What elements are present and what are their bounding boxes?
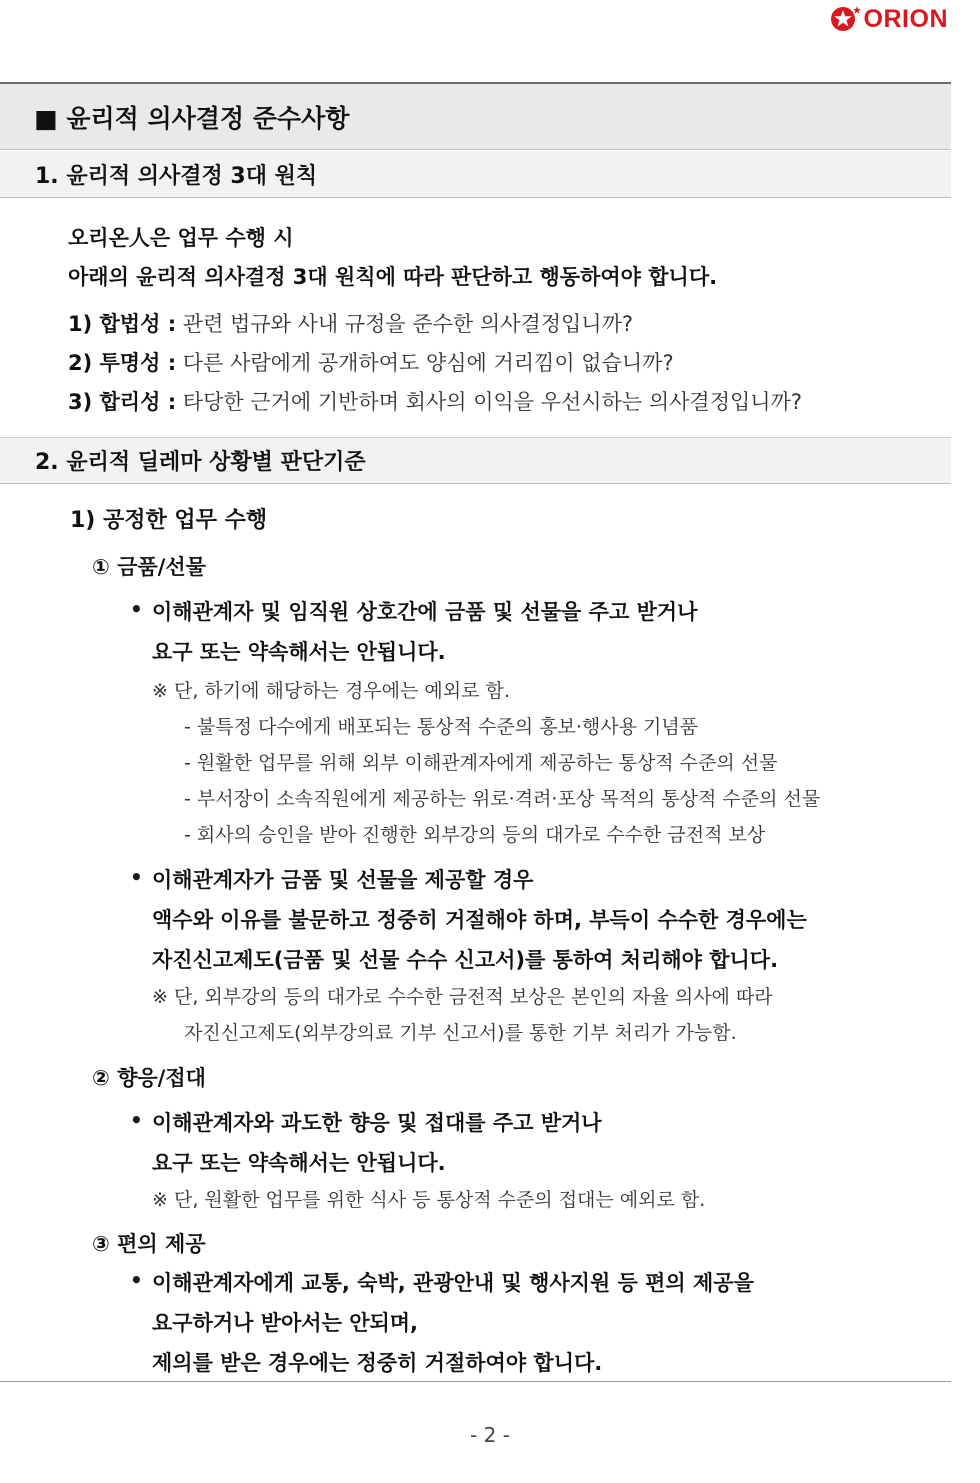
gifts-note2-line1: ※ 단, 외부강의 등의 대가로 수수한 금전적 보상은 본인의 자율 의사에 따라 bbox=[152, 986, 773, 1008]
gifts-exception-item: - 불특정 다수에게 배포되는 통상적 수준의 홍보·행사용 기념품 bbox=[184, 716, 699, 738]
entertainment-bullet-line1: 이해관계자와 과도한 향응 및 접대를 주고 받거나 bbox=[152, 1111, 602, 1135]
principle-item bbox=[68, 308, 633, 338]
section1-intro-line2: 아래의 윤리적 의사결정 3대 원칙에 따라 판단하고 행동하여야 합니다. bbox=[68, 265, 718, 289]
principle-text: 관련 법규와 사내 규정을 준수한 의사결정입니까? bbox=[182, 312, 634, 336]
document-title-bar bbox=[0, 82, 951, 150]
principle-text: 다른 사람에게 공개하여도 양심에 거리낌이 없습니까? bbox=[182, 351, 674, 375]
principle-label: 1) 합법성 : bbox=[68, 312, 177, 336]
section1-heading-bar bbox=[0, 151, 951, 198]
gifts-bullet2-line3: 자진신고제도(금품 및 선물 수수 신고서)를 통하여 처리해야 합니다. bbox=[152, 948, 779, 972]
principle-item bbox=[68, 386, 802, 416]
section1-heading: 1. 윤리적 의사결정 3대 원칙 bbox=[35, 163, 318, 189]
bullet-icon: • bbox=[130, 597, 143, 621]
convenience-bullet-line2: 요구하거나 받아서는 안되며, bbox=[152, 1311, 419, 1335]
orion-star-logo-icon bbox=[828, 4, 862, 34]
gifts-exception-item: - 회사의 승인을 받아 진행한 외부강의 등의 대가로 수수한 금전적 보상 bbox=[184, 824, 766, 846]
gifts-exception-item: - 원활한 업무를 위해 외부 이해관계자에게 제공하는 통상적 수준의 선물 bbox=[184, 752, 778, 774]
section1-intro-line1: 오리온人은 업무 수행 시 bbox=[68, 226, 294, 250]
principle-label: 3) 합리성 : bbox=[68, 390, 177, 414]
gifts-bullet2-line2: 액수와 이유를 불문하고 정중히 거절해야 하며, 부득이 수수한 경우에는 bbox=[152, 908, 807, 932]
orion-logo bbox=[828, 4, 948, 34]
document-title: ■ 윤리적 의사결정 준수사항 bbox=[34, 103, 350, 133]
convenience-heading: ③ 편의 제공 bbox=[92, 1232, 206, 1256]
entertainment-note: ※ 단, 원활한 업무를 위한 식사 등 통상적 수준의 접대는 예외로 함. bbox=[152, 1189, 706, 1211]
entertainment-heading: ② 향응/접대 bbox=[92, 1066, 206, 1090]
convenience-bullet-line3: 제의를 받은 경우에는 정중히 거절하여야 합니다. bbox=[152, 1351, 603, 1375]
principle-label: 2) 투명성 : bbox=[68, 351, 177, 375]
gifts-exception-item: - 부서장이 소속직원에게 제공하는 위로·격려·포상 목적의 통상적 수준의 선물 bbox=[184, 788, 821, 810]
convenience-bullet-line1: 이해관계자에게 교통, 숙박, 관광안내 및 행사지원 등 편의 제공을 bbox=[152, 1271, 754, 1295]
bullet-icon: • bbox=[130, 865, 143, 889]
page-number: - 2 - bbox=[470, 1423, 510, 1447]
gifts-bullet2-line1: 이해관계자가 금품 및 선물을 제공할 경우 bbox=[152, 868, 534, 892]
gifts-heading: ① 금품/선물 bbox=[92, 555, 206, 579]
bullet-icon: • bbox=[130, 1268, 143, 1292]
gifts-bullet1-line2: 요구 또는 약속해서는 안됩니다. bbox=[152, 640, 446, 664]
section2-subheading: 1) 공정한 업무 수행 bbox=[70, 508, 268, 533]
gifts-bullet1-line1: 이해관계자 및 임직원 상호간에 금품 및 선물을 주고 받거나 bbox=[152, 600, 698, 624]
gifts-note2-line2: 자진신고제도(외부강의료 기부 신고서)를 통한 기부 처리가 가능함. bbox=[184, 1022, 737, 1044]
gifts-note: ※ 단, 하기에 해당하는 경우에는 예외로 함. bbox=[152, 680, 510, 702]
principle-item bbox=[68, 347, 674, 377]
brand-name: ORION bbox=[863, 4, 948, 33]
section2-heading-bar bbox=[0, 437, 951, 484]
section2-heading: 2. 윤리적 딜레마 상황별 판단기준 bbox=[35, 450, 366, 475]
principle-text: 타당한 근거에 기반하며 회사의 이익을 우선시하는 의사결정입니까? bbox=[182, 390, 802, 414]
entertainment-bullet-line2: 요구 또는 약속해서는 안됩니다. bbox=[152, 1151, 446, 1175]
bottom-divider bbox=[0, 1381, 951, 1382]
bullet-icon: • bbox=[130, 1108, 143, 1132]
